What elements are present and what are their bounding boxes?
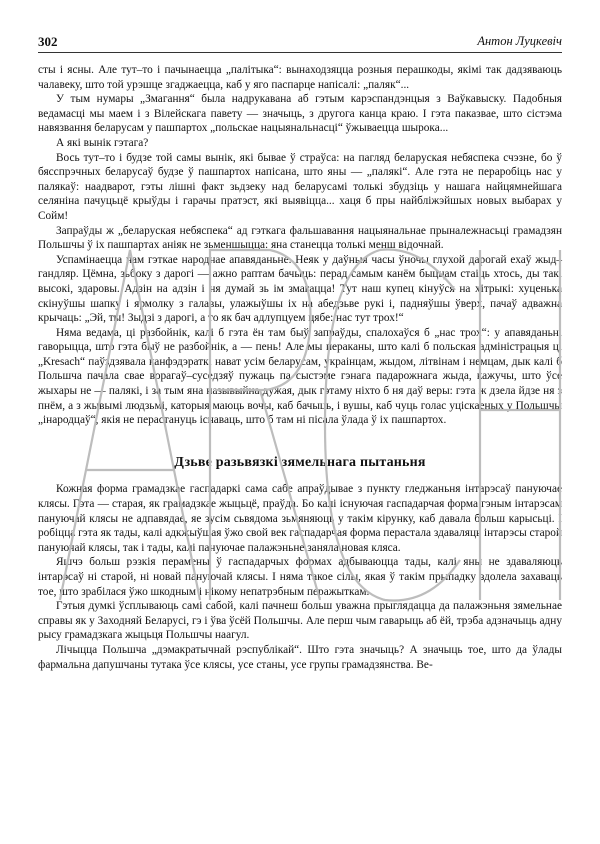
paragraph: Запраўды ж „беларуская небяспека“ ад гэткага фальшавання нацыянальнае прыналежнасьці грамадзян Польшчы ў іх пашпартах аніяк не зьменшыцца: яна станецца толькі менш відочнай. (38, 224, 562, 252)
paragraph: Вось тут–то і будзе той самы вынік, які бывае ў страўса: на пагляд беларуская небяспека счэзне, бо ў бясспрэчных беларусаў будзе ў пашпартох напісана, што яны — „палякі“. Але гэта не пераробіць нас у палякаў: наадварот, гэты лішні факт зьдзеку над беларусамі толькі збудзіць у нашага найцямнейшага селяніна пачуцьцё крыўды і гарачы пратэст, які выявіцца... хаця б пры найбліжэйшых новых выбарах у Сойм! (38, 151, 562, 222)
paragraph: Лічыцца Польшча „дэмакратычнай рэспублікай“. Што гэта значыць? А значыць тое, што да ўлады фармальна дапушчаны тутака ўсе клясы, усе станы, усе групы грамадзянства. Ве- (38, 643, 562, 671)
page-number: 302 (38, 34, 58, 49)
running-head: Антон Луцкевіч (477, 34, 562, 48)
paragraph: А які вынік гэтага? (56, 136, 149, 149)
paragraph: сты і ясны. Але тут–то і пачынаецца „палітыка“: вынаходзяцца розныя перашкоды, якімі так дадзяваюць чалавеку, што той урэшце згаджаецца, каб у яго паспарце напісалі: „паляк“... (38, 64, 562, 91)
paragraph: Кожная форма грамадзкае гаспадаркі сама сабе апраўдывае з пункту гледжаньня інтарэсаў пануючае клясы. Гэта — старая, як грамадзкае жыцьцё, праўда. Бо калі існуючая гаспадарчая форма гэным інтарэсам пануючай клясы не адпавядае, яе зусім сьвядома зьмяняюць у такім кірунку, каб давала больш карысьці. І робіцца гэта як тады, калі адкжыўшая ўжо свой век гаспадарчая форма перастала здаваляць інтарэсы старой пануючай клясы, так і тады, калі пануючае палажэньне заняла новая кляса. (38, 483, 562, 554)
paragraph: У тым нумары „Змагання“ была надрукавана аб гэтым карэспандэнцыя з Ваўкавыску. Падобныя ведамасці мы маем і з Вілейскага павету — значыць, з другога канца краю. І гэта паказвае, што сістэма навязвання беларусам у пашпартох „польскае нацыянальнасці“ ўжываецца шырока... (38, 93, 562, 135)
paragraph: Гэтыя думкі ўсплываюць самі сабой, калі пачнеш больш уважна прыглядацца да палажэньня зямельнае справы як у Заходняй Беларусі, гэ і ўва ўсёй Польшчы. Але перш чым гаварыць аб ёй, трэба адзначыць адну рысу грамадзкага жыцьця Польшчы наагул. (38, 600, 562, 642)
section-title: Дзьве разьвязкі зямельнага пытаньня (174, 454, 426, 470)
body-text (38, 63, 562, 672)
page-header (38, 34, 562, 53)
paragraph: Успамінаецца нам гэткае народнае апавяданьне. Неяк у даўныя часы ўночы глухой дарогай ехаў жыд–гандляр. Цёмна, зьбоку з дарогі — ажно раптам бачыць: перад самым канём быццам стаіць хтось, ды такі высокі, здаровы. Адзін на адзін і ня думай зь ім змагацца! Тут наш купец кінуўся на хітрыкі: хуценька скінуўшы шапку і ярмолку з галавы, улажыўшы іх на абедзьве рукі і, падняўшы ўверх, пачаў адважна крычаць: „Эй, ты! Зыдзі з дарогі, а то як бач адлупцуем цябе: нас тут трох!“ (38, 253, 562, 325)
paragraph: Няма ведама, ці разбойнік, калі б гэта ён там быў запраўды, спалохаўся б „нас трох“: у апавяданьні гаворыцца, што гэта быў не разбойнік, а — пень! Але мы пераканы, што калі б польская адміністрацыя ці „Kresach“ паўздзявала канфэдэраткі нават усім беларусам, украінцам, жыдом, літвінам і немцам, дык калі б Польшча пачала свае ворагаў–суседзяў пужаць па сыстэме гэнага падарожнага жыда, кажучы, што ўсе жыхары не — палякі, і за тым яна назывыйна дужая, дык гэтаму ніхто б ня даў веры: гэта ж дзела йдзе ня з пнём, а з жывымі людзьмі, каторыя маюць вочы, каб бачыць, і вушы, каб чуць голас уціскаеных у Польшчы „інародцаў“, якія не перастануць існаваць, што б там ні пісала ўлада ў іх пашпартох. (38, 326, 562, 427)
paragraph: Яшчэ больш рэзкія перамены ў гаспадарчых формах адбываюцца тады, калі яны не здаваляюць інтарэсаў ні старой, ні новай пануючай клясы. І няма такое сілы, якая ў такім прыпадку здолела захаваць тое, што зрабілася ўжо шкодным і нікому непатрэбным перажыткам. (38, 556, 562, 598)
